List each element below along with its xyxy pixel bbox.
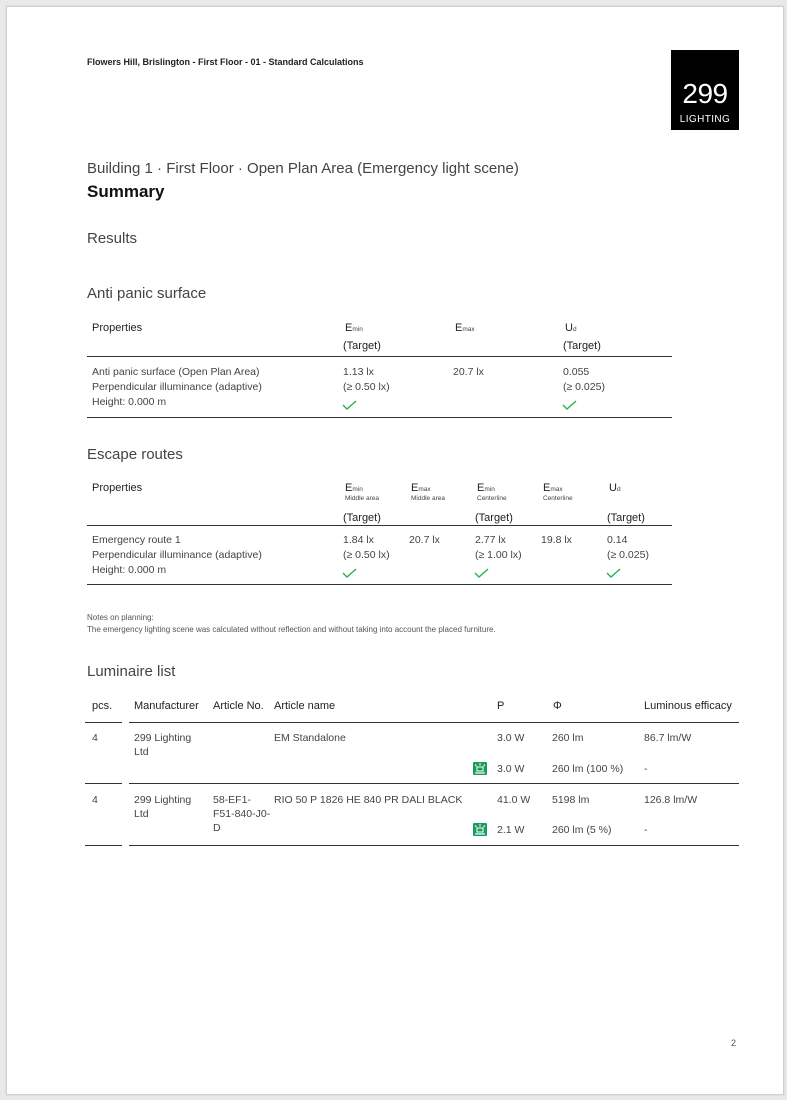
lum-row2-efficacy: 126.8 lm/W xyxy=(644,794,698,806)
emin-subscript: min xyxy=(352,326,363,333)
anti-panic-illuminance-type: Perpendicular illuminance (adaptive) xyxy=(92,381,262,393)
anti-panic-bottom-rule xyxy=(87,417,672,418)
lum-header-power: P xyxy=(497,700,505,712)
lum-header-flux: Φ xyxy=(553,700,562,712)
escape-height: Height: 0.000 m xyxy=(92,564,167,576)
d-subscript: d xyxy=(616,486,621,493)
anti-panic-ud-cell xyxy=(563,365,605,395)
escape-header-rule xyxy=(87,525,672,526)
emax-symbol: E xyxy=(455,322,463,334)
anti-panic-heading: Anti panic surface xyxy=(87,285,207,302)
page-number: 2 xyxy=(731,1038,737,1048)
anti-panic-header-emax xyxy=(455,322,475,334)
lum-row1-flux: 260 lm xyxy=(552,732,584,744)
middle-area-label: Middle area xyxy=(345,495,379,502)
escape-illuminance-type: Perpendicular illuminance (adaptive) xyxy=(92,549,262,561)
planning-notes-label: Notes on planning: xyxy=(87,613,154,622)
escape-bottom-rule xyxy=(87,584,672,585)
planning-notes-text: The emergency lighting scene was calculated without reflection and without taking into account the placed furniture. xyxy=(87,625,496,634)
escape-emin-middle-check-icon xyxy=(342,568,357,578)
lum-header-rule xyxy=(129,722,739,723)
page-title: Summary xyxy=(87,182,165,201)
lum-header-pcs: pcs. xyxy=(92,700,113,712)
escape-header-emax-centerline xyxy=(543,482,573,502)
escape-header-emin-middle xyxy=(345,482,379,502)
lum-row1-manufacturer-line1: 299 Lighting xyxy=(134,732,192,744)
anti-panic-emin-cell xyxy=(343,365,390,395)
lum-row1-efficacy: 86.7 lm/W xyxy=(644,732,692,744)
lum-row1-emergency-flux: 260 lm (100 %) xyxy=(552,763,624,775)
lum-row2-article-no-line1: 58-EF1- xyxy=(213,794,251,806)
lum-row2-emergency-power: 2.1 W xyxy=(497,824,525,836)
anti-panic-row-properties xyxy=(92,365,262,410)
results-heading: Results xyxy=(87,230,138,247)
logo-number: 299 xyxy=(682,78,728,109)
anti-panic-height: Height: 0.000 m xyxy=(92,396,167,408)
escape-row-properties xyxy=(92,533,262,578)
anti-panic-emin-value: 1.13 lx xyxy=(343,366,374,378)
emin-symbol: E xyxy=(345,322,353,334)
escape-emin-center-check-icon xyxy=(474,568,489,578)
u-symbol: U xyxy=(609,482,617,494)
lum-row2-rule-pcs xyxy=(85,845,122,846)
lum-row2-manufacturer-line2: Ltd xyxy=(134,808,149,820)
lum-row2-manufacturer xyxy=(134,793,191,821)
escape-emin-middle-cell xyxy=(343,533,390,563)
lum-row1-emergency-power: 3.0 W xyxy=(497,763,525,775)
centerline-label: Centerline xyxy=(543,495,573,502)
e-symbol: E xyxy=(477,482,485,494)
anti-panic-emin-check-icon xyxy=(342,400,357,410)
escape-emin-center-target: (≥ 1.00 lx) xyxy=(475,549,522,561)
escape-emax-middle-value: 20.7 lx xyxy=(409,534,440,546)
escape-emin-center-cell xyxy=(475,533,522,563)
anti-panic-ud-target: (≥ 0.025) xyxy=(563,381,605,393)
anti-panic-emax-value: 20.7 lx xyxy=(453,366,484,378)
lum-row2-emergency-flux: 260 lm (5 %) xyxy=(552,824,612,836)
ud-subscript: d xyxy=(572,326,577,333)
escape-ud-cell xyxy=(607,533,649,563)
escape-route-name: Emergency route 1 xyxy=(92,534,181,546)
anti-panic-header-rule xyxy=(87,356,672,357)
min-subscript: min xyxy=(484,486,495,493)
escape-ud-target: (≥ 0.025) xyxy=(607,549,649,561)
escape-emax-center-value: 19.8 lx xyxy=(541,534,572,546)
emergency-mode-icon xyxy=(473,762,487,775)
escape-ud-value: 0.14 xyxy=(607,534,628,546)
max-subscript: max xyxy=(418,486,431,493)
min-subscript: min xyxy=(352,486,363,493)
document-page xyxy=(6,6,784,1095)
luminaire-list-heading: Luminaire list xyxy=(87,663,176,680)
lum-row1-manufacturer xyxy=(134,731,191,759)
emax-subscript: max xyxy=(462,326,475,333)
lum-row2-pcs: 4 xyxy=(92,794,98,806)
logo-text: LIGHTING xyxy=(679,114,731,125)
escape-ud-check-icon xyxy=(606,568,621,578)
anti-panic-surface-name: Anti panic surface (Open Plan Area) xyxy=(92,366,260,378)
centerline-label: Centerline xyxy=(477,495,507,502)
escape-header-emin-centerline xyxy=(477,482,507,502)
lum-row1-article-name: EM Standalone xyxy=(274,732,346,744)
anti-panic-ud-value: 0.055 xyxy=(563,366,590,378)
lum-row2-article-no-line3: D xyxy=(213,822,221,834)
page-subtitle: Building 1 · First Floor · Open Plan Area (Emergency light scene) xyxy=(87,160,519,177)
e-symbol: E xyxy=(543,482,551,494)
escape-emin-center-target-label: (Target) xyxy=(475,512,513,524)
lum-header-article-name: Article name xyxy=(274,700,336,712)
lum-row1-emergency-efficacy: - xyxy=(644,763,648,775)
lum-row2-article-name: RIO 50 P 1826 HE 840 PR DALI BLACK xyxy=(274,794,463,806)
e-symbol: E xyxy=(345,482,353,494)
escape-header-emax-middle xyxy=(411,482,445,502)
anti-panic-ud-check-icon xyxy=(562,400,577,410)
escape-emin-middle-value: 1.84 lx xyxy=(343,534,374,546)
lum-row2-article-no-line2: F51-840-J0- xyxy=(213,808,271,820)
lum-row2-article-no xyxy=(213,793,270,835)
document-title: Flowers Hill, Brislington - First Floor - 01 - Standard Calculations xyxy=(87,57,364,67)
escape-emin-middle-target-label: (Target) xyxy=(343,512,381,524)
lum-header-article-no: Article No. xyxy=(213,700,264,712)
lum-row1-manufacturer-line2: Ltd xyxy=(134,746,149,758)
lum-row2-rule xyxy=(129,845,739,846)
lum-header-rule-pcs xyxy=(85,722,122,723)
anti-panic-header-ud xyxy=(565,322,577,334)
max-subscript: max xyxy=(550,486,563,493)
company-logo xyxy=(671,50,739,130)
lum-row2-flux: 5198 lm xyxy=(552,794,590,806)
escape-ud-target-label: (Target) xyxy=(607,512,645,524)
escape-header-properties: Properties xyxy=(92,482,143,494)
middle-area-label: Middle area xyxy=(411,495,445,502)
lum-header-manufacturer: Manufacturer xyxy=(134,700,199,712)
anti-panic-header-emin xyxy=(345,322,363,334)
e-symbol: E xyxy=(411,482,419,494)
ud-symbol: U xyxy=(565,322,573,334)
escape-routes-heading: Escape routes xyxy=(87,446,183,463)
anti-panic-emin-target: (≥ 0.50 lx) xyxy=(343,381,390,393)
anti-panic-header-properties: Properties xyxy=(92,322,143,334)
lum-header-efficacy: Luminous efficacy xyxy=(644,700,732,712)
escape-emin-middle-target: (≥ 0.50 lx) xyxy=(343,549,390,561)
lum-row2-manufacturer-line1: 299 Lighting xyxy=(134,794,192,806)
lum-row1-rule xyxy=(129,783,739,784)
escape-emin-center-value: 2.77 lx xyxy=(475,534,506,546)
lum-row1-power: 3.0 W xyxy=(497,732,525,744)
escape-header-ud xyxy=(609,482,621,494)
anti-panic-ud-target-label: (Target) xyxy=(563,340,601,352)
planning-notes xyxy=(87,612,496,636)
anti-panic-emin-target-label: (Target) xyxy=(343,340,381,352)
lum-row1-pcs: 4 xyxy=(92,732,98,744)
lum-row2-emergency-efficacy: - xyxy=(644,824,648,836)
lum-row2-power: 41.0 W xyxy=(497,794,531,806)
lum-row1-rule-pcs xyxy=(85,783,122,784)
emergency-mode-icon xyxy=(473,823,487,836)
